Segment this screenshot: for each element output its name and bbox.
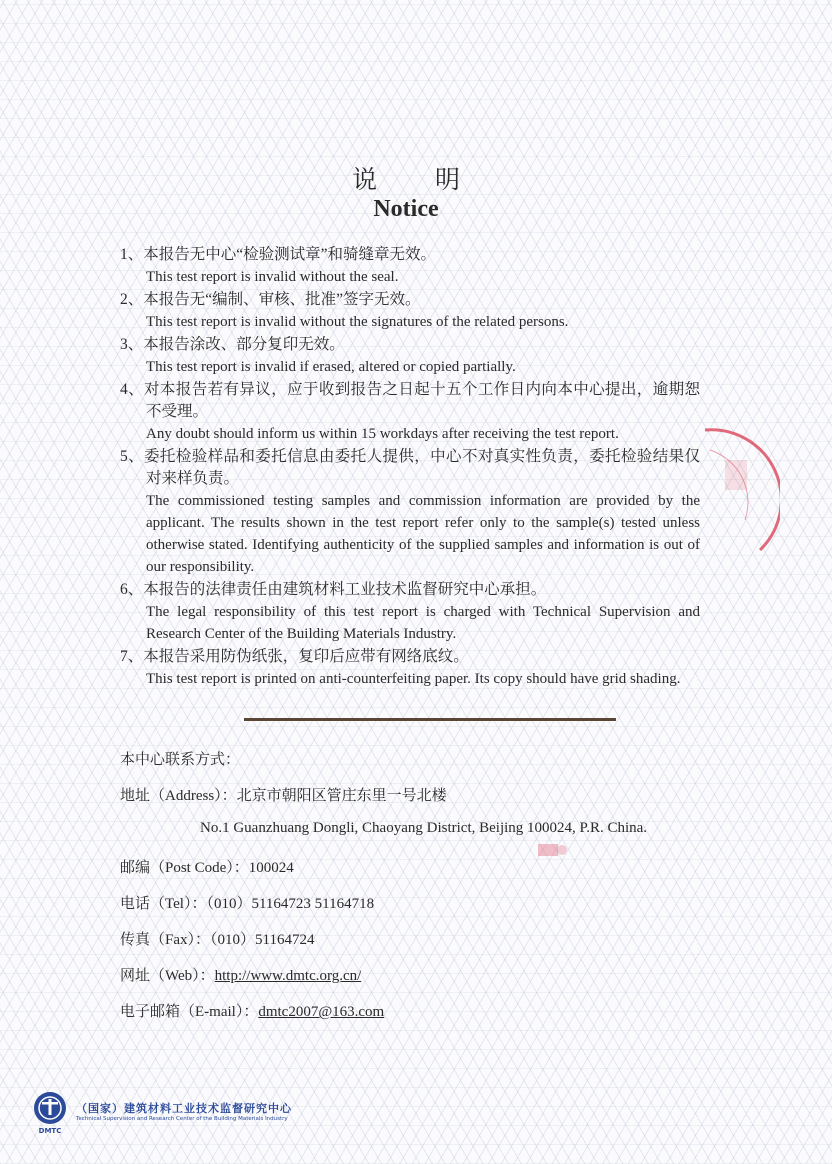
red-ink-mark [534, 838, 574, 862]
contact-fax-row [120, 928, 314, 949]
contact-postcode-row [120, 856, 294, 877]
footer-org-chinese: （国家）建筑材料工业技术监督研究中心 [76, 1102, 292, 1115]
notice-item [120, 334, 700, 378]
notice-item-cn: 1、本报告无中心“检验测试章”和骑缝章无效。 [120, 246, 437, 263]
contact-tel-row [120, 892, 374, 913]
contact-address: 地址（Address）：北京市朝阳区管庄东里一号北楼 [120, 788, 447, 804]
postcode-label: 邮编（Post Code）： [120, 860, 249, 876]
notice-item [120, 244, 700, 288]
fax-value: （010）51164724 [210, 932, 315, 948]
notice-item-en: The commissioned testing samples and commission information are provided by the applicant. The results shown in the test report refer only to the sample(s) tested unless otherwise stated. Identifying authenticity of the supplied samples and information is out of our responsibility. [146, 493, 700, 575]
notice-item-cn: 6、本报告的法律责任由建筑材料工业技术监督研究中心承担。 [120, 581, 547, 598]
footer-org-english: Technical Supervision and Research Center of the Building Materials Industry [76, 1116, 288, 1122]
contact-heading: 本中心联系方式： [120, 752, 241, 768]
notice-item-en: This test report is invalid without the signatures of the related persons. [146, 314, 569, 330]
notice-list [120, 244, 700, 691]
svg-text:DMTC: DMTC [38, 1127, 62, 1135]
tel-value: （010）51164723 51164718 [206, 896, 375, 912]
notice-item [120, 579, 700, 645]
contact-web-row [120, 964, 361, 985]
contact-address-en: No.1 Guanzhuang Dongli, Chaoyang District, Beijing 100024, P.R. China. [200, 820, 648, 836]
dmtc-logo-icon [30, 1090, 70, 1136]
web-label: 网址（Web）： [120, 968, 215, 984]
notice-item-cn: 4、对本报告若有异议，应于收到报告之日起十五个工作日内向本中心提出，逾期恕不受理。 [120, 381, 700, 420]
title-chinese: 说明 [351, 167, 518, 194]
notice-item [120, 379, 700, 445]
red-seal-stamp [700, 420, 780, 570]
notice-item [120, 646, 700, 690]
tel-label: 电话（Tel）： [120, 896, 207, 912]
email-label: 电子邮箱（E-mail）： [120, 1004, 259, 1020]
web-link[interactable]: http://www.dmtc.org.cn/ [214, 968, 362, 984]
email-link[interactable]: dmtc2007@163.com [258, 1004, 385, 1020]
notice-item-cn: 7、本报告采用防伪纸张，复印后应带有网络底纹。 [120, 648, 469, 665]
notice-item-en: This test report is invalid if erased, altered or copied partially. [146, 359, 516, 375]
notice-item-en: This test report is printed on anti-counterfeiting paper. Its copy should have grid shading. [146, 671, 681, 687]
notice-item [120, 289, 700, 333]
notice-item [120, 446, 700, 578]
notice-item-cn: 5、委托检验样品和委托信息由委托人提供，中心不对真实性负责，委托检验结果仅对来样负责。 [120, 448, 700, 487]
notice-item-en: This test report is invalid without the seal. [146, 269, 399, 285]
notice-item-en: Any doubt should inform us within 15 workdays after receiving the test report. [146, 426, 619, 442]
fax-label: 传真（Fax）： [120, 932, 211, 948]
title-english: Notice [373, 196, 439, 222]
notice-item-cn: 3、本报告涂改、部分复印无效。 [120, 336, 345, 353]
notice-item-en: The legal responsibility of this test report is charged with Technical Supervision and Research Center of the Building Materials Industry. [146, 604, 700, 642]
section-divider [244, 718, 616, 721]
contact-email-row [120, 1000, 384, 1021]
postcode-value: 100024 [248, 860, 294, 876]
notice-item-cn: 2、本报告无“编制、审核、批准”签字无效。 [120, 291, 421, 308]
